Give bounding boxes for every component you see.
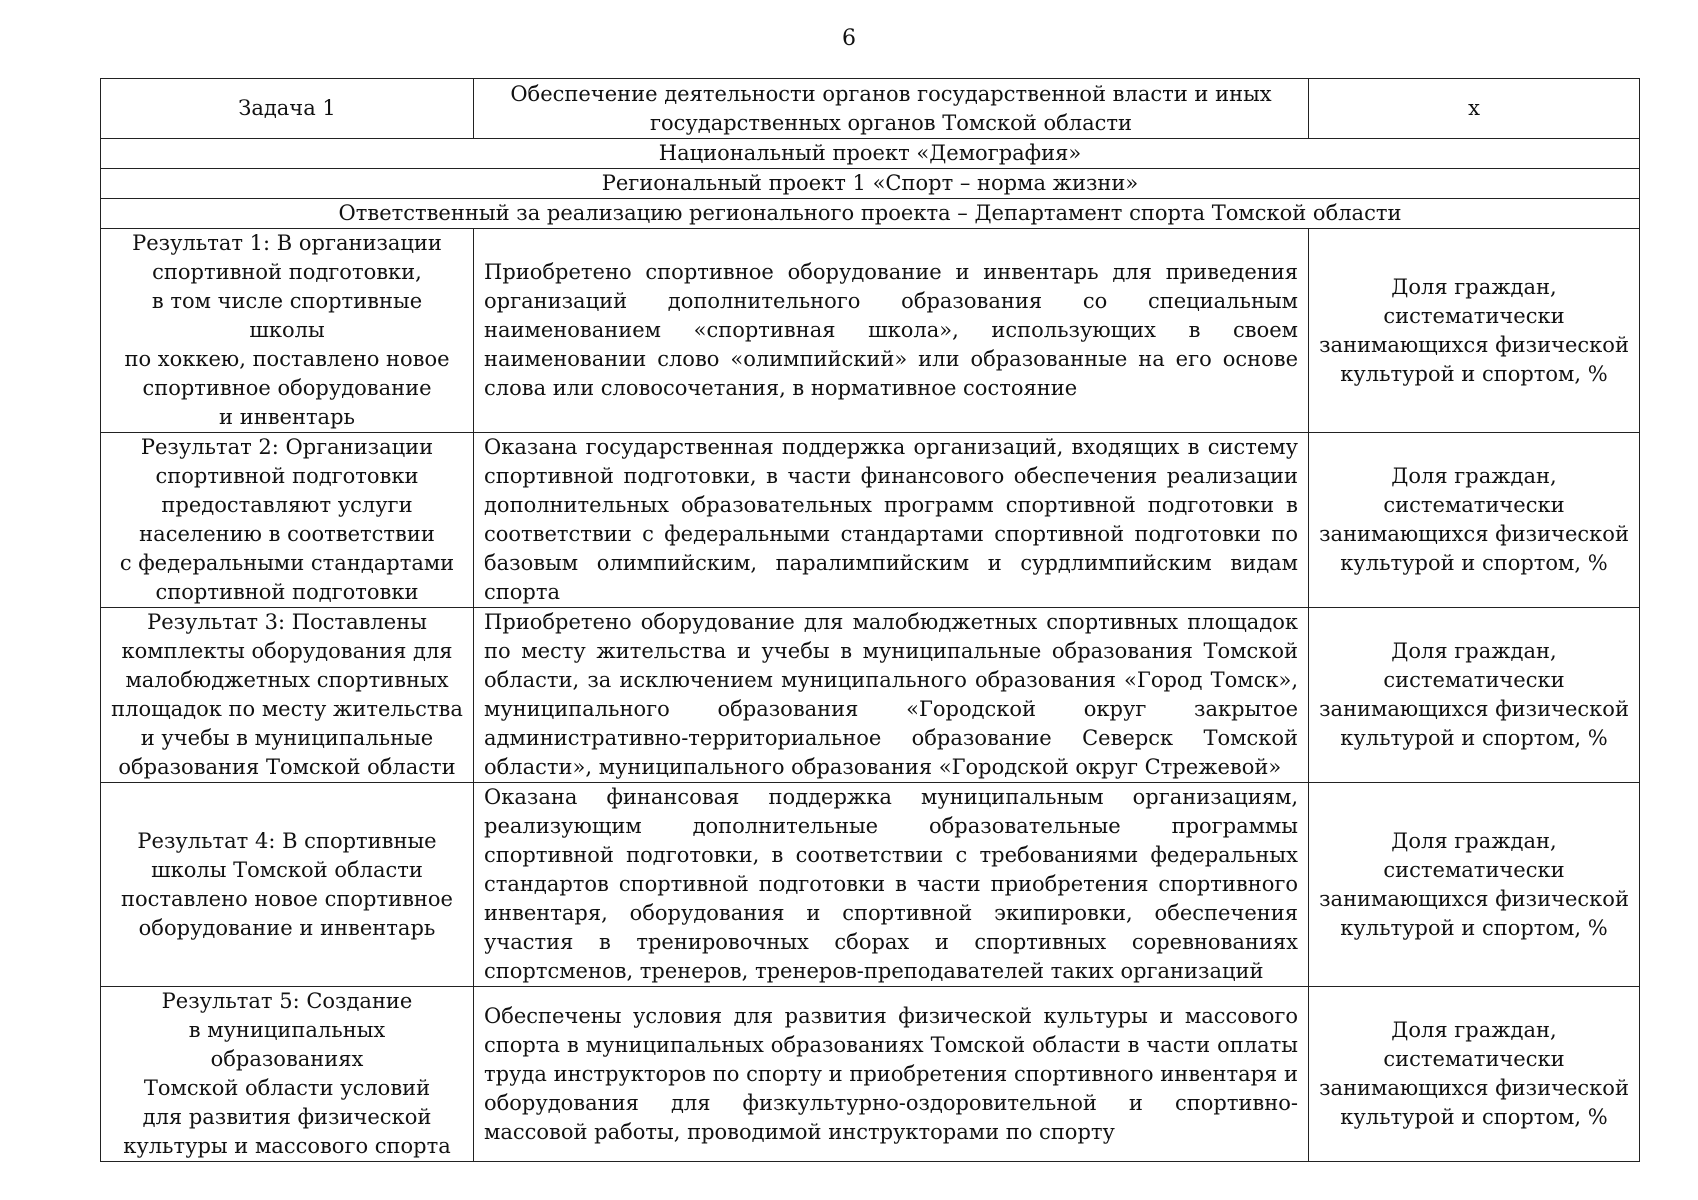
result-name-line: площадок по месту жительства: [111, 697, 463, 721]
table-row: [101, 608, 1640, 783]
result-name-line: и учебы в муниципальные: [140, 726, 434, 750]
result-description: Обеспечены условия для развития физической культуры и массового спорта в муниципальных образованиях Томской области в части оплаты труда инструкторов по спорту и приобретения спортивного инвентаря и оборудования для физкультурно-оздоровительной и спортивно-массовой работы, проводимой инструкторами по спорту: [474, 987, 1309, 1162]
result-name-line: комплекты оборудования для: [121, 639, 453, 663]
indicator-line: Доля граждан,: [1391, 274, 1557, 299]
result-name-line: малобюджетных спортивных: [125, 668, 449, 692]
result-name-line: поставлено новое спортивное: [120, 886, 453, 911]
page-number: 6: [842, 26, 856, 51]
result-name-line: спортивной подготовки,: [152, 260, 422, 284]
result-name-line: спортивное оборудование: [142, 376, 432, 400]
indicator-line: систематически: [1383, 857, 1565, 882]
result-description: Приобретено спортивное оборудование и инвентарь для приведения организаций дополнительного образования со специальным наименованием «спортивная школа», использующих в своем наименовании слово «олимпийский» или образованные на его основе слова или словосочетания, в нормативное состояние: [474, 229, 1309, 433]
task-mark: x: [1309, 79, 1640, 139]
indicator-line: культурой и спортом, %: [1340, 1105, 1608, 1129]
table-row: [101, 433, 1640, 608]
indicator-line: систематически: [1383, 493, 1565, 517]
responsible-row: [101, 199, 1640, 229]
result-indicator: [1309, 433, 1640, 608]
result-name-line: школы Томской области: [151, 857, 423, 882]
result-name: [101, 229, 474, 433]
result-description: Оказана финансовая поддержка муниципальным организациям, реализующим дополнительные образовательные программы спортивной подготовки, в соответствии с требованиями федеральных стандартов спортивной подготовки в части приобретения спортивного инвентаря, оборудования и спортивной экипировки, обеспечения участия в тренировочных сборах и спортивных соревнованиях спортсменов, тренеров, тренеров-преподавателей таких организаций: [474, 783, 1309, 987]
indicator-line: занимающихся физической: [1319, 1076, 1629, 1100]
result-description: Оказана государственная поддержка организаций, входящих в систему спортивной подготовки, в части финансового обеспечения реализации дополнительных образовательных программ спортивной подготовки в соответствии с федеральными стандартами спортивной подготовки по базовым олимпийским, паралимпийским и сурдлимпийским видам спорта: [474, 433, 1309, 608]
indicator-line: занимающихся физической: [1319, 522, 1629, 546]
result-name-line: спортивной подготовки: [155, 464, 419, 488]
result-name: [101, 783, 474, 987]
result-indicator: [1309, 608, 1640, 783]
indicator-line: Доля граждан,: [1391, 1018, 1557, 1042]
result-name-line: образования Томской области: [118, 755, 456, 779]
results-table: [100, 78, 1640, 1162]
indicator-line: систематически: [1383, 668, 1565, 692]
task-title: [474, 79, 1309, 139]
result-name-line: Результат 2: Организации: [140, 435, 434, 459]
result-name: [101, 987, 474, 1162]
table-row: [101, 783, 1640, 987]
result-name-line: оборудование и инвентарь: [138, 915, 436, 940]
result-indicator: [1309, 229, 1640, 433]
result-description: Приобретено оборудование для малобюджетных спортивных площадок по месту жительства и учебы в муниципальные образования Томской области, за исключением муниципального образования «Город Томск», муниципального образования «Городской округ закрытое административно-территориальное образование Северск Томской области», муниципального образования «Городской округ Стрежевой»: [474, 608, 1309, 783]
indicator-line: Доля граждан,: [1391, 464, 1557, 488]
result-indicator: [1309, 987, 1640, 1162]
result-name-line: и инвентарь: [219, 405, 355, 429]
result-name: [101, 608, 474, 783]
indicator-line: занимающихся физической: [1319, 886, 1629, 911]
result-name-line: с федеральными стандартами: [119, 551, 455, 575]
indicator-line: систематически: [1383, 1047, 1565, 1071]
result-name-line: Томской области условий: [143, 1076, 431, 1100]
regional-project: Региональный проект 1 «Спорт – норма жизни»: [101, 169, 1640, 199]
indicator-line: занимающихся физической: [1319, 332, 1629, 357]
result-name-line: Результат 3: Поставлены: [147, 610, 427, 634]
result-indicator: [1309, 783, 1640, 987]
task-title-line: Обеспечение деятельности органов государственной власти и иных: [510, 81, 1272, 106]
result-name-line: Результат 5: Создание: [161, 989, 413, 1013]
responsible: Ответственный за реализацию регионального проекта – Департамент спорта Томской области: [101, 199, 1640, 229]
national-project-row: [101, 139, 1640, 169]
result-name-line: спортивной подготовки: [155, 580, 419, 604]
task-title-line: государственных органов Томской области: [650, 110, 1132, 135]
result-name-line: населению в соответствии: [139, 522, 435, 546]
task-row: [101, 79, 1640, 139]
indicator-line: систематически: [1383, 303, 1565, 328]
indicator-line: Доля граждан,: [1391, 639, 1557, 663]
task-label: Задача 1: [101, 79, 474, 139]
indicator-line: культурой и спортом, %: [1340, 361, 1608, 386]
indicator-line: Доля граждан,: [1391, 828, 1557, 853]
result-name: [101, 433, 474, 608]
indicator-line: культурой и спортом, %: [1340, 915, 1608, 940]
result-name-line: культуры и массового спорта: [123, 1134, 451, 1158]
regional-project-row: [101, 169, 1640, 199]
table-row: [101, 229, 1640, 433]
result-name-line: в муниципальных образованиях: [188, 1018, 386, 1071]
indicator-line: культурой и спортом, %: [1340, 726, 1608, 750]
result-name-line: для развития физической: [142, 1105, 432, 1129]
result-name-line: по хоккею, поставлено новое: [124, 347, 450, 371]
table-row: [101, 987, 1640, 1162]
result-name-line: Результат 1: В организации: [132, 231, 442, 255]
indicator-line: культурой и спортом, %: [1340, 551, 1608, 575]
national-project: Национальный проект «Демография»: [101, 139, 1640, 169]
indicator-line: занимающихся физической: [1319, 697, 1629, 721]
result-name-line: предоставляют услуги: [161, 493, 413, 517]
result-name-line: Результат 4: В спортивные: [137, 828, 437, 853]
result-name-line: в том числе спортивные школы: [151, 289, 423, 342]
